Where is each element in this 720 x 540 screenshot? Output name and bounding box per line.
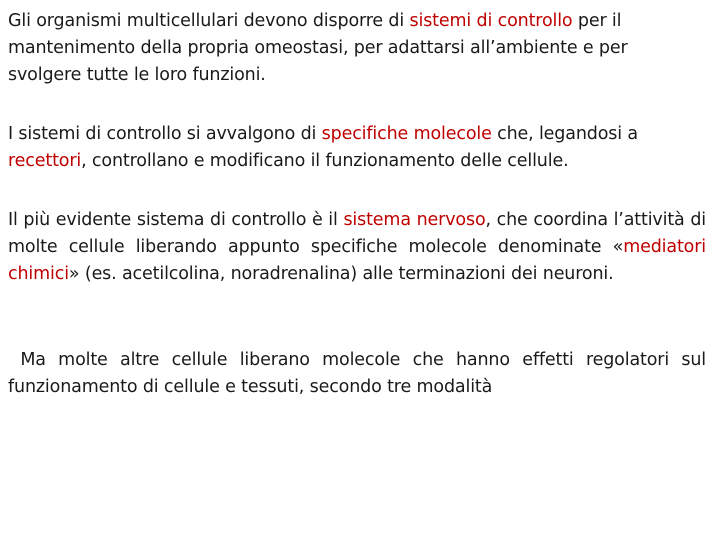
text-span: Il più evidente sistema di controllo è il	[8, 210, 344, 230]
paragraph-altre-cellule	[8, 347, 712, 401]
text-span: , che coordina l’attività di molte cellule liberando appunto specifiche molecole denominate «	[8, 210, 707, 257]
highlight-mediatori-chimici: mediatori chimici	[8, 237, 706, 284]
highlight-specifiche-molecole: specifiche molecole	[321, 124, 492, 144]
highlight-recettori: recettori	[8, 151, 82, 171]
text-span: Gli organismi multicellulari devono disporre di	[8, 11, 410, 31]
highlight-sistemi-di-controllo: sistemi di controllo	[409, 11, 573, 31]
text-span: per il mantenimento della propria omeostasi, per adattarsi all’ambiente e per svolgere tutte le loro funzioni.	[8, 11, 628, 85]
text-span: che, legandosi a	[491, 124, 638, 144]
text-span: » (es. acetilcolina, noradrenalina) alle terminazioni dei neuroni.	[68, 264, 614, 284]
text-span: , controllano e modificano il funzionamento delle cellule.	[81, 151, 569, 171]
paragraph-sistema-nervoso	[8, 207, 706, 288]
paragraph-organismi	[8, 8, 706, 89]
text-span: Ma molte altre cellule liberano molecole che hanno effetti regolatori sul funzionamento di cellule e tessuti, secondo tre modalità	[8, 350, 712, 397]
text-span: I sistemi di controllo si avvalgono di	[8, 124, 322, 144]
highlight-sistema-nervoso: sistema nervoso	[343, 210, 486, 230]
paragraph-sistemi-di-controllo	[8, 121, 706, 175]
